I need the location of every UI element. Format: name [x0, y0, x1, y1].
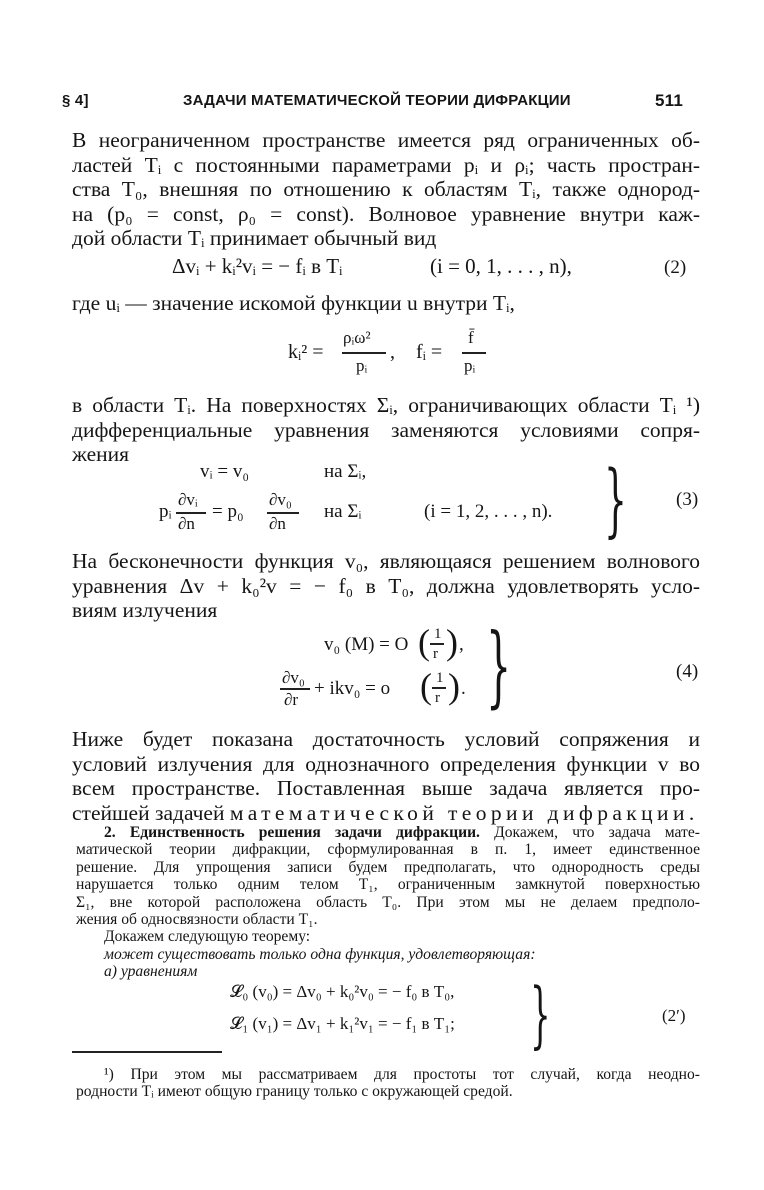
fraction-denominator: r	[435, 690, 440, 706]
equation-3	[156, 453, 627, 546]
text-line: всем пространстве. Поставленная выше задача является про-	[72, 776, 700, 800]
footnote-line: ¹) При этом мы рассматриваем для простоты тот случай, когда неодно-	[104, 1066, 700, 1083]
paragraph-infinity	[72, 549, 700, 623]
fraction-denominator: r	[433, 646, 438, 662]
comma: ,	[459, 634, 464, 655]
text-line: жения	[72, 442, 130, 466]
period: .	[461, 678, 466, 699]
text-line	[76, 824, 700, 841]
f-numerator: f̄	[468, 328, 474, 347]
equation-2-range: (i = 0, 1, . . . , n),	[430, 254, 572, 278]
operator-equation-1: 𝓛₁ (v₁) = Δv₁ + k₁²v₁ = − f₁ в T₁;	[230, 1014, 455, 1033]
index-range: (i = 1, 2, . . . , n).	[424, 501, 553, 522]
text-line: Σ₁, вне которой расположена область T₀. При этом мы не делаем предполо-	[76, 893, 700, 911]
equation-body: Δvᵢ + kᵢ²vᵢ = − fᵢ в Tᵢ	[172, 254, 343, 278]
text-line: В неограниченном пространстве имеется ряд ограниченных об-	[72, 128, 700, 152]
equation-number-2: (2)	[664, 257, 687, 278]
footnote	[76, 1066, 700, 1101]
radiation-condition-2: + ikv₀ = o	[314, 678, 391, 699]
text-line: нарушается только одним телом T₁, ограниченным замкнутой поверхностью	[76, 876, 700, 894]
paragraph-where: где uᵢ — значение искомой функции u внутри Tᵢ,	[72, 291, 515, 315]
derivative-numerator: ∂vᵢ	[178, 490, 198, 509]
theorem-statement: может существовать только одна функция, удовлетворяющая:	[104, 945, 536, 963]
derivative-denominator: ∂r	[284, 690, 299, 709]
k-denominator: pᵢ	[356, 356, 368, 375]
text-line: ластей Tᵢ с постоянными параметрами pᵢ и ρᵢ; часть простран-	[72, 152, 700, 177]
p-coefficient: pᵢ	[159, 501, 172, 522]
footnote-rule	[72, 1051, 222, 1053]
equation-2-prime	[230, 982, 455, 1034]
theorem-intro: Докажем следующую теорему:	[104, 928, 311, 946]
continuity-condition: vᵢ = v₀	[200, 461, 249, 482]
k-numerator: ρᵢω²	[343, 328, 371, 347]
operator-equation-0: 𝓛₀ (v₀) = Δv₀ + k₀²v₀ = − f₀ в T₀,	[230, 982, 455, 1001]
section-marker: § 4]	[62, 92, 89, 109]
brace: }	[604, 453, 627, 546]
section-2-body	[76, 824, 700, 981]
text-fragment: стейшей задачей	[72, 800, 230, 825]
theorem-item-a: а) уравнениям	[104, 963, 198, 981]
text-line: виям излучения	[72, 598, 218, 622]
equals-p0: = p₀	[212, 501, 244, 522]
paragraph-sufficiency	[72, 727, 700, 825]
fraction-bar	[462, 352, 486, 354]
right-paren: )	[446, 622, 458, 662]
section-heading: 2. Единственность решения задачи дифракции.	[104, 824, 480, 841]
text-line: дой области Tᵢ принимает обычный вид	[72, 226, 437, 250]
separator: ,	[390, 341, 395, 363]
equation-number-4: (4)	[676, 661, 699, 682]
text-line: жения об односвязности области T₁.	[76, 911, 318, 929]
f-left: fᵢ =	[416, 341, 443, 363]
text-line: ства T₀, внешняя по отношению к областям Tᵢ, также однород-	[72, 177, 700, 201]
footnote-line: родности Tᵢ имеют общую границу только с окружающей средой.	[76, 1083, 513, 1101]
text-line: на (p₀ = const, ρ₀ = const). Волновое уравнение внутри каж-	[72, 201, 700, 226]
text-line: На бесконечности функция v₀, являющаяся решением волнового	[72, 549, 700, 573]
equation-2	[172, 254, 343, 278]
text-line: уравнения Δv + k₀²v = − f₀ в T₀, должна удовлетворять усло-	[72, 573, 700, 598]
running-title: ЗАДАЧИ МАТЕМАТИЧЕСКОЙ ТЕОРИИ ДИФРАКЦИИ	[183, 92, 571, 109]
brace: }	[530, 972, 551, 1056]
derivative-numerator: ∂v₀	[269, 490, 292, 509]
fraction-numerator: 1	[436, 670, 444, 686]
text-line: Ниже будет показана достаточность условий сопряжения и	[72, 727, 700, 751]
fraction-bar	[342, 352, 386, 354]
text-fragment: Докажем, что задача мате-	[494, 824, 700, 841]
left-paren: (	[420, 666, 432, 706]
equation-number-2-prime: (2′)	[662, 1006, 686, 1025]
page-number: 511	[655, 91, 684, 110]
equation-number-3: (3)	[676, 489, 699, 510]
equation-4	[254, 614, 514, 717]
f-denominator: pᵢ	[464, 356, 476, 375]
text-line: дифференциальные уравнения заменяются условиями сопря-	[72, 417, 700, 442]
surface-condition: на Σᵢ	[324, 501, 362, 522]
paragraph-intro	[72, 128, 700, 251]
text-line: матической теории дифракции, сформулированная в п. 1, имеет единственное	[76, 841, 700, 859]
brace: }	[486, 614, 512, 717]
derivative-numerator: ∂v₀	[282, 668, 305, 687]
surface-condition: на Σᵢ,	[324, 461, 367, 482]
fraction-numerator: 1	[434, 626, 442, 642]
radiation-condition-1: v₀ (M) = O	[324, 634, 409, 655]
spaced-emphasis: математической теории дифракции.	[229, 800, 699, 825]
text-line: условий излучения для однозначного определения функции v во	[72, 751, 700, 776]
k-left: kᵢ² =	[288, 341, 324, 363]
left-paren: (	[418, 622, 430, 662]
derivative-denominator: ∂n	[269, 514, 286, 533]
derivative-denominator: ∂n	[178, 514, 195, 533]
right-paren: )	[448, 666, 460, 706]
text-line: в области Tᵢ. На поверхностях Σᵢ, ограничивающих области Tᵢ ¹)	[72, 393, 700, 417]
text-line	[72, 801, 700, 826]
text-line: решение. Для упрощения записи будем предполагать, что однородность среды	[76, 858, 700, 876]
